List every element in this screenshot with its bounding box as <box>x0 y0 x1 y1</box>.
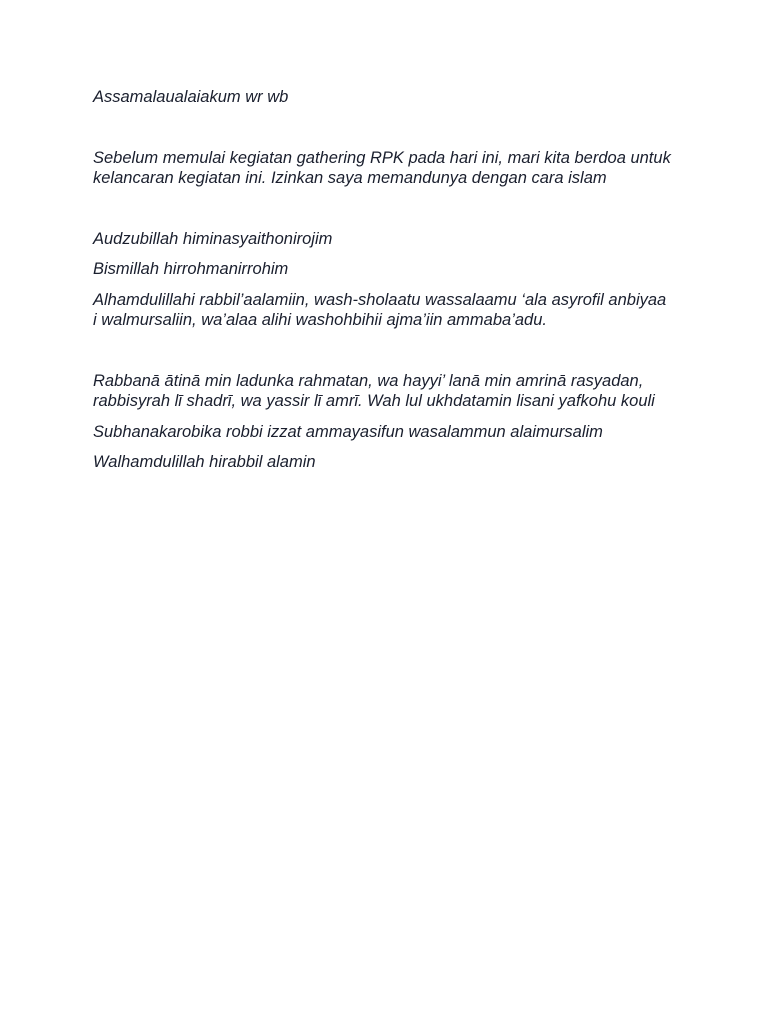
document-body <box>93 87 673 473</box>
greeting-paragraph: Assamalaualaiakum wr wb <box>93 88 289 106</box>
taawudz-paragraph: Audzubillah himinasyaithonirojim <box>93 229 333 248</box>
opening-paragraph: Sebelum memulai kegiatan gathering RPK pada hari ini, mari kita berdoa untuk kelancaran kegiatan ini. Izinkan saya memandunya dengan cara islam <box>93 148 671 187</box>
prayer-paragraph: Rabbanā ātinā min ladunka rahmatan, wa hayyi’ lanā min amrinā rasyadan, rabbisyrah lī shadrī, wa yassir lī amrī. Wah lul ukhdatamin lisani yafkohu kouli <box>93 371 655 410</box>
closing-prayer-paragraph: Subhanakarobika robbi izzat ammayasifun wasalammun alaimursalim <box>93 422 603 441</box>
basmalah-paragraph: Bismillah hirrohmanirrohim <box>93 260 289 278</box>
final-hamdalah-paragraph: Walhamdulillah hirabbil alamin <box>93 453 316 471</box>
hamdalah-paragraph: Alhamdulillahi rabbil’aalamiin, wash-sholaatu wassalaamu ‘ala asyrofil anbiyaa i walmursaliin, wa’alaa alihi washohbihii ajma’iin ammaba’adu. <box>93 290 667 329</box>
